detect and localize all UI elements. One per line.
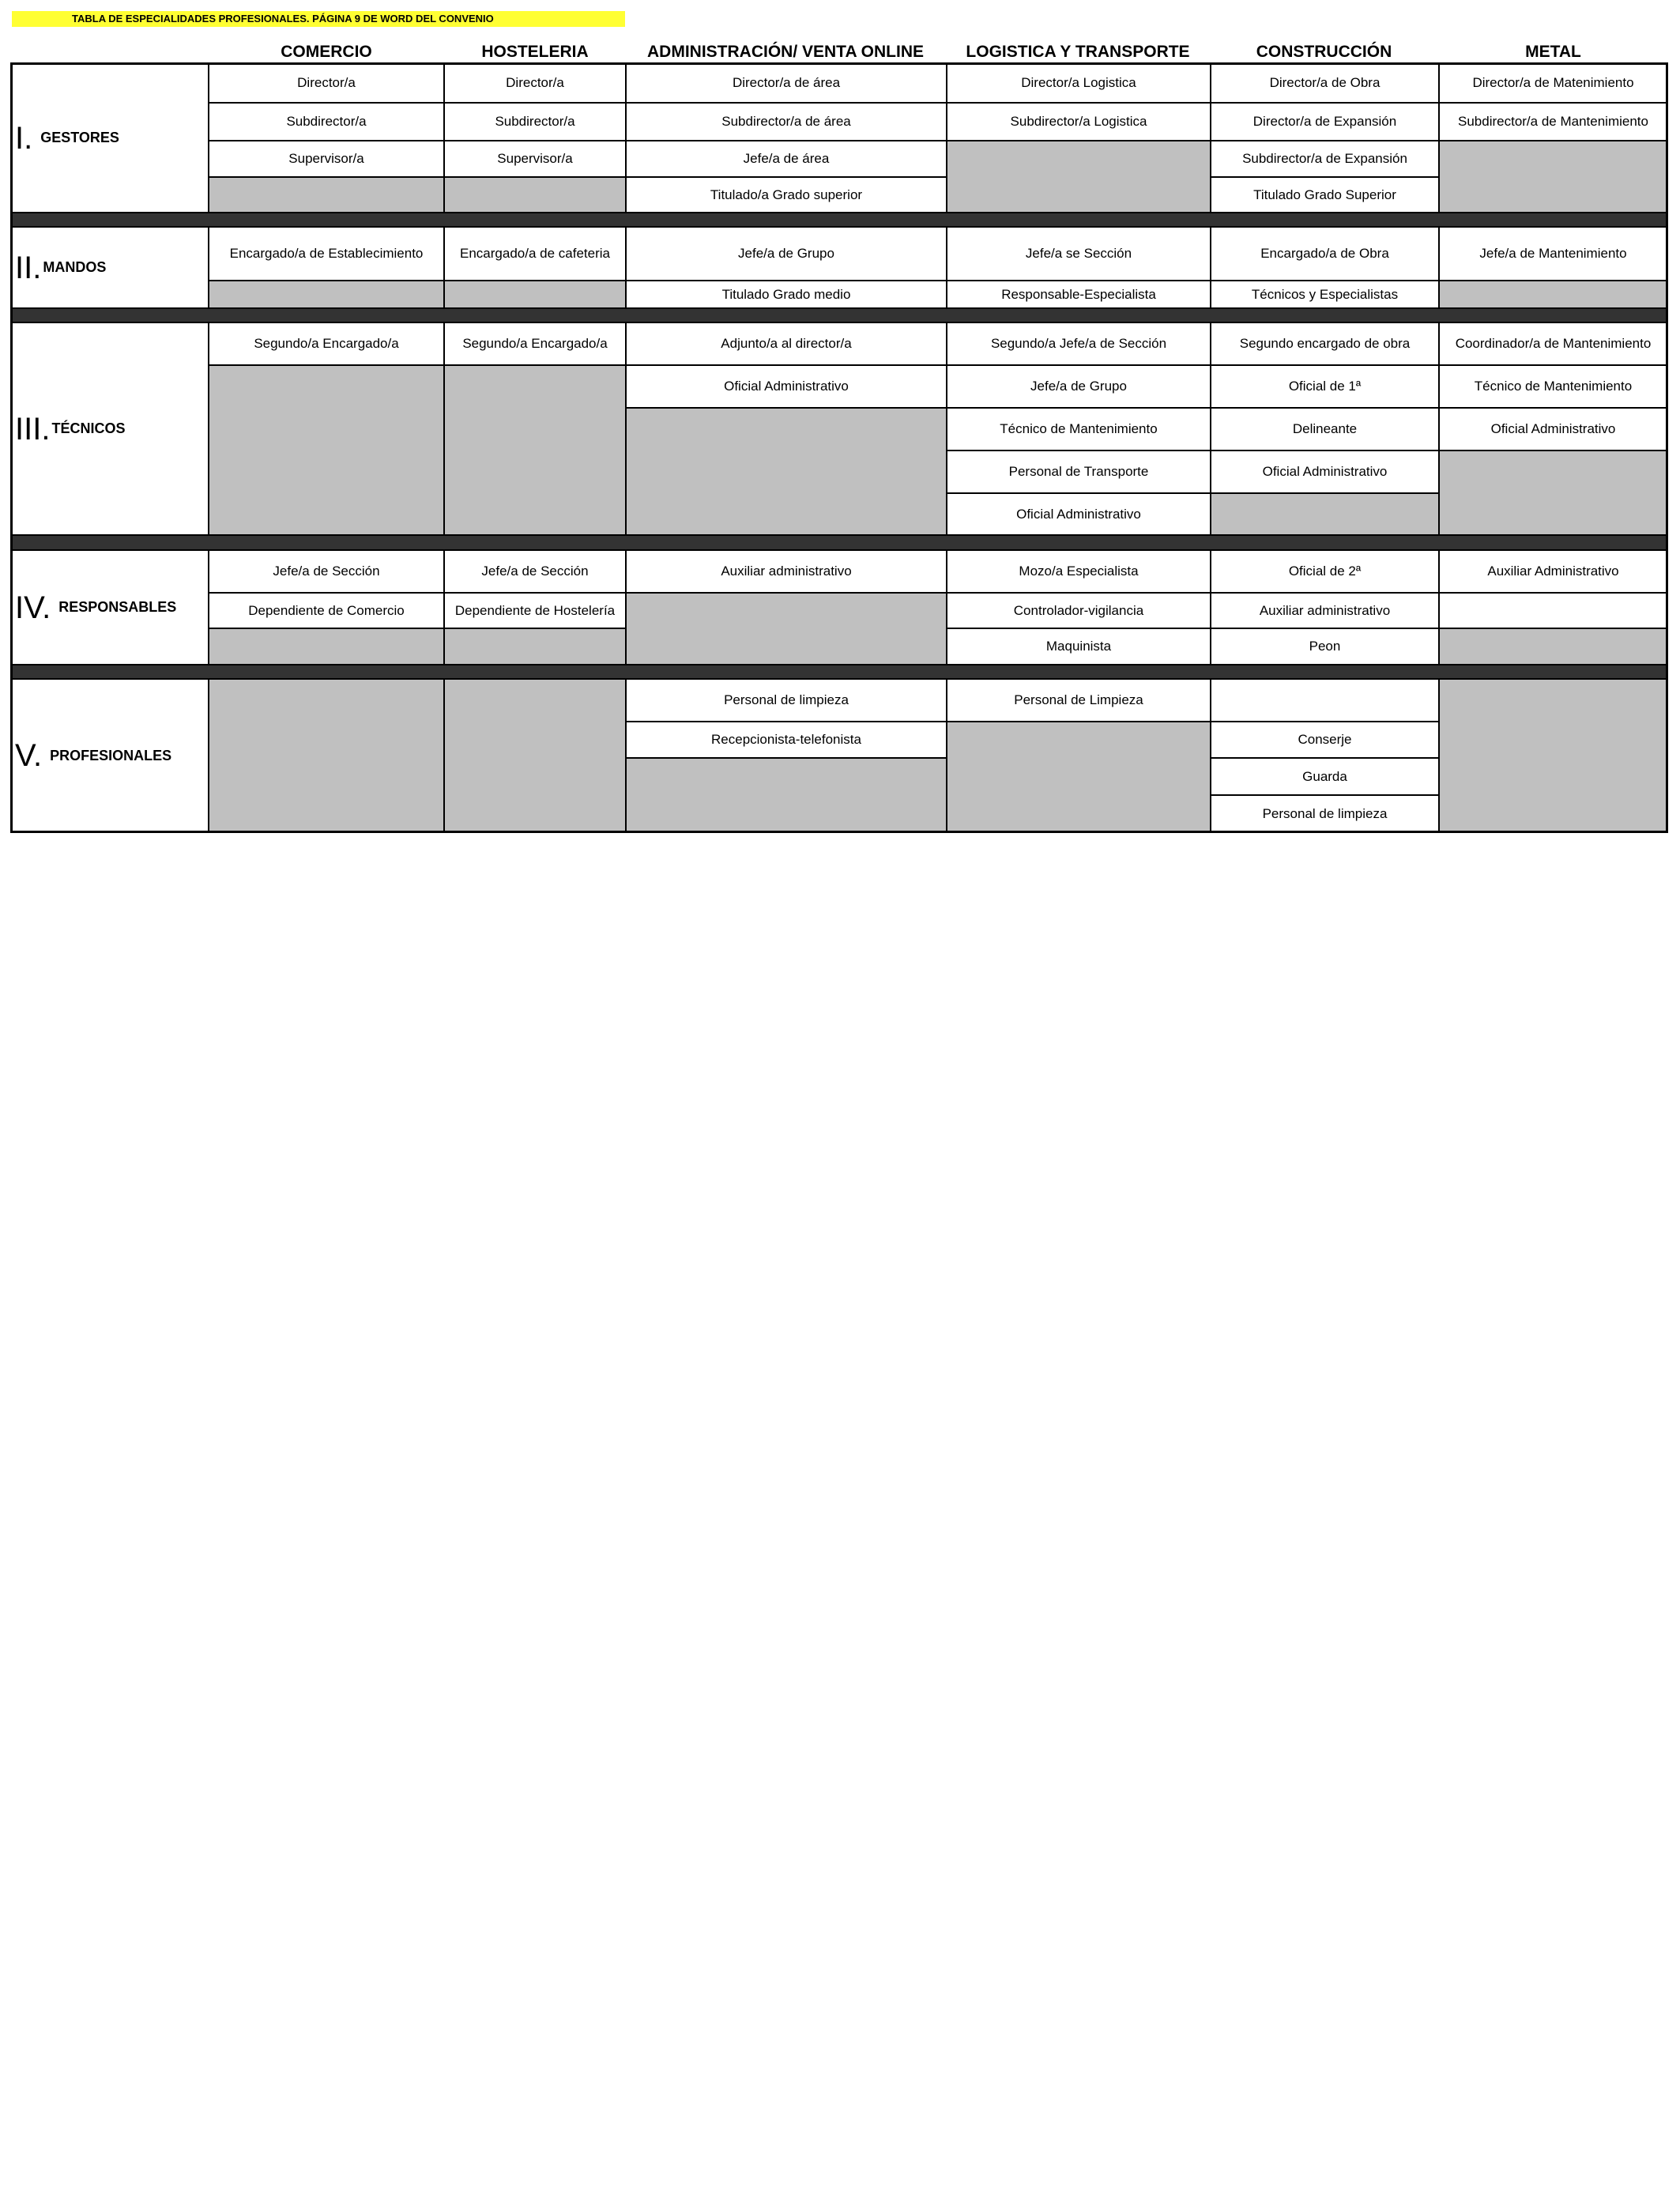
table-cell: Coordinador/a de Mantenimiento [1438,322,1668,366]
empty-cell [946,721,1211,833]
table-cell: Oficial Administrativo [1438,407,1668,451]
table-cell: Auxiliar administrativo [1210,592,1440,629]
empty-cell [208,176,445,213]
table-cell: Técnico de Mantenimiento [1438,364,1668,409]
table-cell: Personal de limpieza [1210,794,1440,833]
document-title: TABLA DE ESPECIALIDADES PROFESIONALES. PÁGINA 9 DE WORD DEL CONVENIO [12,11,625,27]
table-cell: Supervisor/a [443,140,627,178]
table-cell: Jefe/a de Grupo [625,226,947,281]
empty-cell [1210,678,1440,722]
table-cell: Director/a Logistica [946,62,1211,104]
table-cell: Responsable-Especialista [946,280,1211,309]
empty-cell [208,678,445,833]
table-cell: Jefe/a se Sección [946,226,1211,281]
table-cell: Director/a [208,62,445,104]
column-header-hosteleria: HOSTELERIA [481,43,589,61]
column-header-construccion: CONSTRUCCIÓN [1256,43,1392,61]
group-label-profesionales [10,678,209,833]
table-cell: Titulado/a Grado superior [625,176,947,213]
empty-cell [208,628,445,665]
table-cell: Oficial Administrativo [1210,450,1440,494]
empty-cell [1438,280,1668,309]
table-cell: Titulado Grado Superior [1210,176,1440,213]
empty-cell [625,757,947,833]
table-cell: Subdirector/a de área [625,102,947,141]
group-label-tecnicos [10,322,209,536]
group-name: RESPONSABLES [58,599,177,615]
empty-cell [208,364,445,536]
table-cell: Técnico de Mantenimiento [946,407,1211,451]
table-cell: Oficial Administrativo [946,492,1211,536]
table-cell: Director/a de Expansión [1210,102,1440,141]
group-label-responsables [10,549,209,665]
table-cell: Controlador-vigilancia [946,592,1211,629]
group-separator [10,665,1668,678]
column-header-logistica: LOGISTICA Y TRANSPORTE [966,43,1190,61]
table-cell: Subdirector/a [443,102,627,141]
table-cell: Jefe/a de Sección [443,549,627,594]
column-header-administracion: ADMINISTRACIÓN/ VENTA ONLINE [647,43,924,61]
table-cell: Oficial de 1ª [1210,364,1440,409]
table-cell: Encargado/a de Establecimiento [208,226,445,281]
group-separator [10,309,1668,322]
empty-cell [1438,678,1668,833]
group-separator [10,536,1668,549]
group-separator [10,213,1668,226]
table-cell: Peon [1210,628,1440,665]
table-cell: Recepcionista-telefonista [625,721,947,759]
table-cell: Oficial Administrativo [625,364,947,409]
table-cell: Subdirector/a de Expansión [1210,140,1440,178]
table-cell: Dependiente de Hostelería [443,592,627,629]
table-cell: Director/a de área [625,62,947,104]
empty-cell [1438,592,1668,629]
empty-cell [443,628,627,665]
group-name: TÉCNICOS [51,420,126,436]
table-cell: Jefe/a de Grupo [946,364,1211,409]
group-roman: V. [15,738,43,773]
table-cell: Jefe/a de Mantenimiento [1438,226,1668,281]
empty-cell [443,280,627,309]
group-name: PROFESIONALES [50,747,172,763]
column-header-metal: METAL [1525,43,1581,61]
table-cell: Segundo/a Jefe/a de Sección [946,322,1211,366]
table-cell: Maquinista [946,628,1211,665]
group-roman: II. [15,250,42,285]
table-cell: Segundo encargado de obra [1210,322,1440,366]
table-cell: Personal de limpieza [625,678,947,722]
table-cell: Oficial de 2ª [1210,549,1440,594]
table-cell: Personal de Limpieza [946,678,1211,722]
empty-cell [443,176,627,213]
table-cell: Personal de Transporte [946,450,1211,494]
empty-cell [625,407,947,536]
empty-cell [208,280,445,309]
group-name: GESTORES [40,130,119,145]
group-name: MANDOS [43,259,107,275]
empty-cell [1210,492,1440,536]
table-cell: Jefe/a de área [625,140,947,178]
empty-cell [443,678,627,833]
table-cell: Adjunto/a al director/a [625,322,947,366]
table-cell: Auxiliar Administrativo [1438,549,1668,594]
table-cell: Auxiliar administrativo [625,549,947,594]
table-cell: Mozo/a Especialista [946,549,1211,594]
table-cell: Segundo/a Encargado/a [208,322,445,366]
table-cell: Subdirector/a de Mantenimiento [1438,102,1668,141]
group-roman: IV. [15,590,51,625]
table-cell: Guarda [1210,757,1440,796]
table-cell: Técnicos y Especialistas [1210,280,1440,309]
table-cell: Director/a de Obra [1210,62,1440,104]
table-cell: Encargado/a de cafeteria [443,226,627,281]
table-cell: Director/a [443,62,627,104]
empty-cell [1438,140,1668,213]
empty-cell [1438,450,1668,536]
empty-cell [625,592,947,665]
table-cell: Titulado Grado medio [625,280,947,309]
table-cell: Delineante [1210,407,1440,451]
table-cell: Conserje [1210,721,1440,759]
table-cell: Director/a de Matenimiento [1438,62,1668,104]
group-roman: I. [15,120,33,156]
table-cell: Subdirector/a Logistica [946,102,1211,141]
empty-cell [443,364,627,536]
table-cell: Jefe/a de Sección [208,549,445,594]
table-cell: Supervisor/a [208,140,445,178]
table-cell: Dependiente de Comercio [208,592,445,629]
group-label-mandos [10,226,209,309]
group-roman: III. [15,411,51,447]
empty-cell [946,140,1211,213]
empty-cell [1438,628,1668,665]
table-cell: Subdirector/a [208,102,445,141]
table-cell: Segundo/a Encargado/a [443,322,627,366]
table-cell: Encargado/a de Obra [1210,226,1440,281]
group-label-gestores [10,62,209,213]
column-header-comercio: COMERCIO [281,43,372,61]
